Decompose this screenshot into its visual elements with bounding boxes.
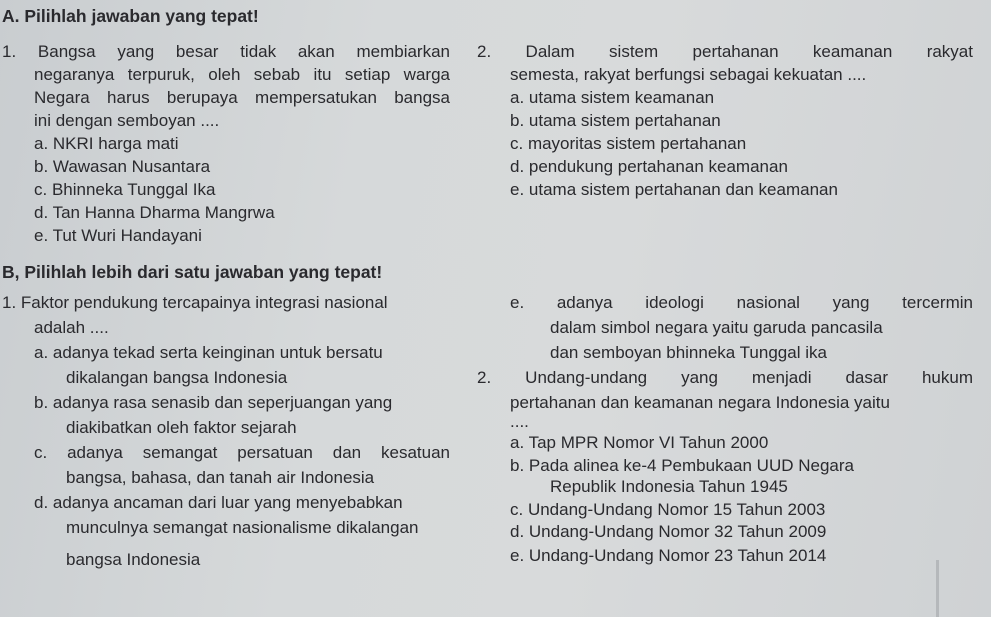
b-q1-option-b-line-1: b. adanya rasa senasib dan seperjuangan yang	[34, 393, 393, 412]
a-q1-option-b: b. Wawasan Nusantara	[34, 157, 211, 176]
page-fold-shadow	[936, 560, 939, 617]
b-q2-line-3: ....	[510, 412, 529, 431]
b-q1-line-2: adalah ....	[34, 318, 109, 337]
b-q1-option-e-line-2: dalam simbol negara yaitu garuda pancasila	[550, 318, 883, 337]
a-q1-line-4: ini dengan semboyan ....	[34, 111, 220, 130]
b-q1-option-e-line-1: e. adanya ideologi nasional yang tercermin	[510, 293, 973, 312]
b-q1-option-e-line-3: dan semboyan bhinneka Tunggal ika	[550, 343, 827, 362]
b-q1-option-c-line-2: bangsa, bahasa, dan tanah air Indonesia	[66, 468, 375, 487]
b-q2-option-a: a. Tap MPR Nomor VI Tahun 2000	[510, 433, 769, 452]
b-q1-option-d-line-3: bangsa Indonesia	[66, 550, 201, 569]
a-q2-line-1: 2. Dalam sistem pertahanan keamanan rakyat	[477, 42, 973, 61]
a-q1-line-1: 1. Bangsa yang besar tidak akan membiarkan	[2, 42, 450, 61]
a-q2-option-e: e. utama sistem pertahanan dan keamanan	[510, 180, 838, 199]
b-q2-option-e: e. Undang-Undang Nomor 23 Tahun 2014	[510, 546, 827, 565]
b-q1-line-1: 1. Faktor pendukung tercapainya integrasi nasional	[2, 293, 388, 312]
b-q1-option-a-line-1: a. adanya tekad serta keinginan untuk bersatu	[34, 343, 383, 362]
b-q1-option-a-line-2: dikalangan bangsa Indonesia	[66, 368, 288, 387]
a-q1-option-e: e. Tut Wuri Handayani	[34, 226, 202, 245]
b-q1-option-d-line-1: d. adanya ancaman dari luar yang menyebabkan	[34, 493, 403, 512]
b-q2-line-2: pertahanan dan keamanan negara Indonesia yaitu	[510, 393, 890, 412]
a-q1-option-d: d. Tan Hanna Dharma Mangrwa	[34, 203, 275, 222]
section-b-heading: B, Pilihlah lebih dari satu jawaban yang tepat!	[2, 262, 383, 282]
b-q2-option-c: c. Undang-Undang Nomor 15 Tahun 2003	[510, 500, 826, 519]
a-q2-option-b: b. utama sistem pertahanan	[510, 111, 721, 130]
a-q2-option-d: d. pendukung pertahanan keamanan	[510, 157, 788, 176]
a-q2-line-2: semesta, rakyat berfungsi sebagai kekuatan ....	[510, 65, 867, 84]
a-q1-line-3: Negara harus berupaya mempersatukan bangsa	[34, 88, 450, 107]
b-q1-option-c-line-1: c. adanya semangat persatuan dan kesatuan	[34, 443, 450, 462]
b-q2-option-b-line-1: b. Pada alinea ke-4 Pembukaan UUD Negara	[510, 456, 854, 475]
a-q2-option-a: a. utama sistem keamanan	[510, 88, 715, 107]
a-q1-option-c: c. Bhinneka Tunggal Ika	[34, 180, 216, 199]
a-q1-option-a: a. NKRI harga mati	[34, 134, 179, 153]
b-q1-option-b-line-2: diakibatkan oleh faktor sejarah	[66, 418, 297, 437]
b-q2-option-d: d. Undang-Undang Nomor 32 Tahun 2009	[510, 522, 827, 541]
b-q1-option-d-line-2: munculnya semangat nasionalisme dikalangan	[66, 518, 419, 537]
b-q2-line-1: 2. Undang-undang yang menjadi dasar hukum	[477, 368, 973, 387]
a-q1-line-2: negaranya terpuruk, oleh sebab itu setiap warga	[34, 65, 450, 84]
b-q2-option-b-line-2: Republik Indonesia Tahun 1945	[550, 477, 788, 496]
section-a-heading: A. Pilihlah jawaban yang tepat!	[2, 6, 259, 26]
a-q2-option-c: c. mayoritas sistem pertahanan	[510, 134, 747, 153]
